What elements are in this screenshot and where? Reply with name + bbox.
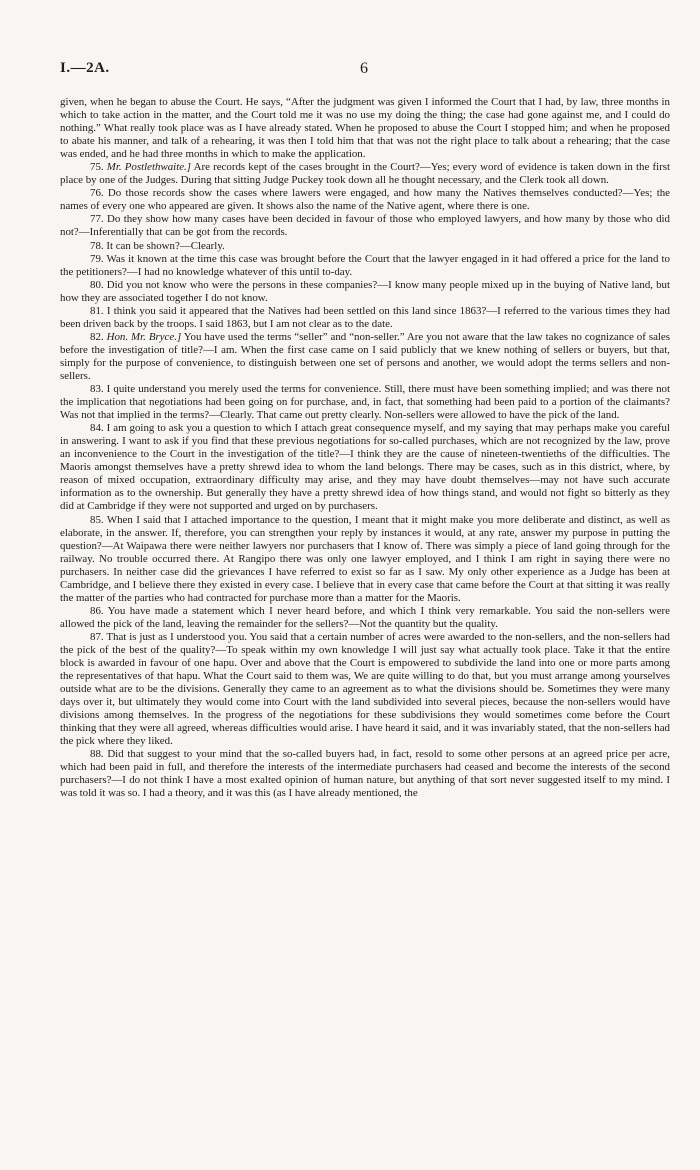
page-header — [60, 60, 670, 82]
paragraph: 77. Do they show how many cases have been decided in favour of those who employed lawyers, and how many by those who did not?—Inferentially that can be got from the records. — [60, 213, 670, 239]
page-number: 6 — [360, 60, 368, 77]
page-body — [60, 96, 670, 801]
question-number: 75. — [90, 161, 107, 174]
paragraph: 78. It can be shown?—Clearly. — [90, 239, 225, 252]
paragraph: 81. I think you said it appeared that the Natives had been settled on this land since 1863?—I referred to the various times they had been driven back by the troops. I said 1863, but I am not clear as to the date. — [60, 304, 670, 330]
paragraph: 85. When I said that I attached importance to the question, I meant that it might make you more deliberate and distinct, as well as elaborate, in the answer. If, therefore, you can strengthen your reply by instances it would, at any rate, answer my purpose in putting the question?—At Waipawa there were neither lawyers nor purchasers that I know of. There was simply a piece of land going through for the railway. No trouble occurred there. At Rangipo there was only one lawyer employed, and I think I am right in saying there were no purchasers. In neither case did the grievances I have referred to exist so far as I saw. My only other experience as a Judge has been at Cambridge, and I believe there they existed in every case. I believe that in every case that came before the Court at that sitting it was really the matter of the parties who had contracted for purchase more than a matter for the Maoris. — [60, 513, 670, 604]
paragraph: 87. That is just as I understood you. You said that a certain number of acres were awarded to the non-sellers, and the non-sellers had the pick of the best of the quality?—To speak within my own knowledge I will just say what actually took place. Take it that the entire block is awarded in favour of one hapu. Over and above that the Court is empowered to subdivide the land into one or more parts among the representatives of that hapu. What the Court said to them was, We are quite willing to do that, but you must arrange among yourselves outside what are to be the divisions. Generally they came to an agreement as to what the divisions should be. Sometimes they were many days over it, but ultimately they would come into Court with the land subdivided into several pieces, because the non-sellers would have divisions among themselves. In the progress of the negotiations for these subdivisions they would sometimes come before the Court thinking that they were all agreed, whereas difficulties would arise. I have heard it said, and it was invariably stated, that the non-sellers had the pick where they liked. — [60, 630, 670, 748]
speaker-name: Mr. Postlethwaite.] — [106, 161, 192, 174]
paragraph-text: Are records kept of the cases brought in the Court?—Yes; every word of evidence is taken down in the first place by one of the Judges. During that sitting Judge Puckey took down all he thought necessary, and the Clerk took all down. — [60, 161, 671, 187]
paragraph-text: You have used the terms “seller” and “non-seller.” Are you not aware that the law takes no cognizance of sales before the investigation of title?—I am. When the first case came on I said publicly that we knew nothing of sellers or buyers, but that, simply for the purpose of convenience, to distinguish between one set of persons and another, we would adopt the terms sellers and non-sellers. — [60, 330, 670, 382]
question-number: 82. — [90, 330, 107, 343]
paragraph: 86. You have made a statement which I never heard before, and which I think very remarkable. You said the non-sellers were allowed the pick of the land, leaving the remainder for the sellers?—Not the quantity but the quality. — [60, 604, 670, 630]
paragraph — [60, 161, 670, 187]
paragraph: given, when he began to abuse the Court. He says, “After the judgment was given I informed the Court that I had, by law, three months in which to take action in the matter, and the Court told me it was no use my doing the thing; the case had gone against me, and I could do nothing.” What really took place was as I have already stated. When he proposed to abuse the Court I stopped him; and when he proposed to abate his manner, and talk of a rehearing, it was then I told him that that was not the right place to talk about a rehearing; that the case was ended, and he had three months in which to make the application. — [60, 96, 670, 161]
paragraph: 79. Was it known at the time this case was brought before the Court that the lawyer engaged in it had offered a price for the land to the petitioners?—I had no knowledge whatever of this until to-day. — [60, 252, 670, 278]
document-reference: I.—2A. — [60, 60, 110, 76]
paragraph — [60, 331, 670, 383]
paragraph: 76. Do those records show the cases where lawers were engaged, and how many the Natives themselves conducted?—Yes; the names of every one who appeared are given. It shows also the name of the Native agent, where there is one. — [60, 187, 670, 213]
paragraph: 83. I quite understand you merely used the terms for convenience. Still, there must have been something implied; and was there not the implication that negotiations had been going on for purchase, and, in fact, that something had been paid to a portion of the claimants? Was not that implied in the terms?—Clearly. That came out pretty clearly. Non-sellers were allowed to have the pick of the land. — [60, 383, 670, 422]
paragraph: 84. I am going to ask you a question to which I attach great consequence myself, and my saying that may perhaps make you careful in answering. I want to ask if you find that these previous negotiations for so-called purchases, which are not recognized by the law, prove an inconvenience to the Court in the investigation of the title?—I think they are the cause of nineteen-twentieths of the difficulties. The Maoris amongst themselves have a pretty shrewd idea to whom the land belongs. There may be cases, such as in this district, where, by reason of mixed occupation, extraordinary difficulty may arise, and they may have doubt themselves—may not have such accurate information as to the ownership. But generally they have a pretty shrewd idea of how things stand, and would not fight so bitterly as they did at Cambridge if they were not supported and urged on by purchasers. — [60, 422, 670, 513]
speaker-name: Hon. Mr. Bryce.] — [106, 330, 182, 343]
paragraph: 80. Did you not know who were the persons in these companies?—I know many people mixed up in the buying of Native land, but how they are associated together I do not know. — [60, 278, 670, 304]
paragraph: 88. Did that suggest to your mind that the so-called buyers had, in fact, resold to some other persons at an agreed price per acre, which had been paid in full, and therefore the interests of the intermediate purchasers had ceased and become the interests of the second purchasers?—I do not think I have a most exalted opinion of human nature, but anything of that sort never suggested itself to my mind. I was told it was so. I had a theory, and it was this (as I have already mentioned, the — [60, 748, 670, 800]
